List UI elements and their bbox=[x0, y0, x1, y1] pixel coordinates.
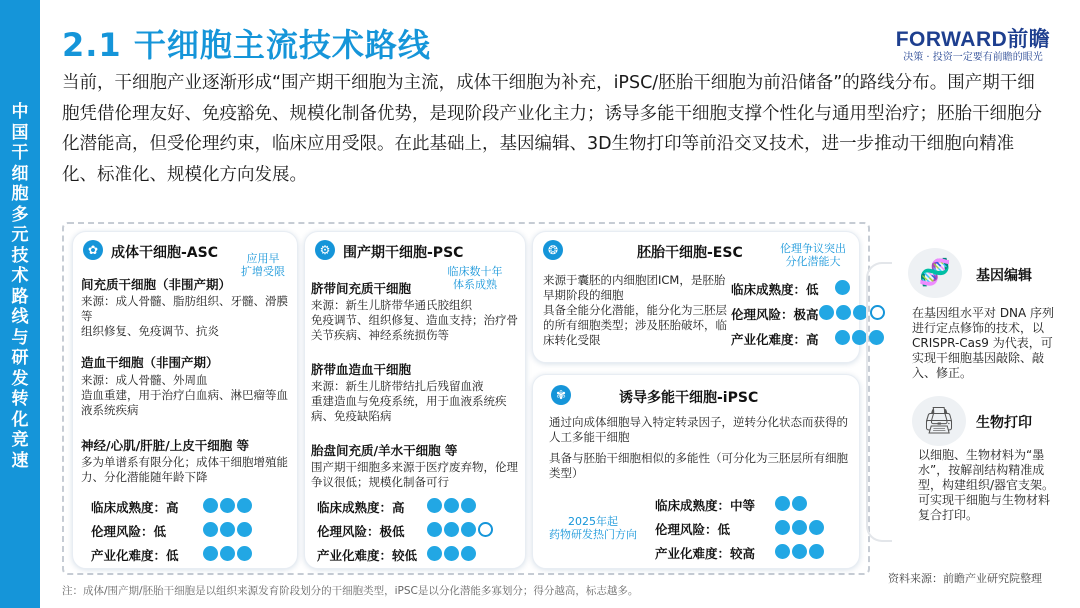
sidebar-char: 多 bbox=[11, 204, 29, 225]
asc-s2-heading: 造血干细胞（非围产期） bbox=[81, 355, 219, 370]
intro-paragraph: 当前，干细胞产业逐渐形成“围产期干细胞为主流，成体干细胞为补充，iPSC/胚胎干细胞为前沿储备”的路线分布。围产期干细胞凭借伦理友好、免疫豁免、规模化制备优势，是现阶段产业化主力；诱导多能干细胞支撑个性化与通用型治疗；胚胎干细胞分化潜能高，但受伦理约束，临床应用受限。在此基础上，基因编辑、3D生物打印等前沿交叉技术，进一步推动干细胞向精准化、标准化、规模化方向发展。 bbox=[62, 73, 1042, 185]
rating-dot bbox=[427, 546, 442, 561]
right-brace bbox=[866, 262, 892, 542]
ipsc-text-2: 具备与胚胎干细胞相似的多能性（可分化为三胚层所有细胞类型） bbox=[549, 451, 848, 480]
ipsc-card bbox=[532, 374, 860, 569]
rating-dot bbox=[478, 522, 493, 537]
asc-title: 成体干细胞-ASC bbox=[111, 245, 219, 261]
psc-tag: 临床数十年 体系成熟 bbox=[447, 265, 503, 291]
esc-text: 来源于囊胚的内细胞团ICM，是胚胎早期阶段的细胞 具备全能分化潜能，能分化为三胚层的所有细胞类型；涉及胚胎破坏，临床转化受限 bbox=[543, 273, 727, 347]
asc-icon: ✿ bbox=[83, 240, 103, 260]
asc-card bbox=[72, 231, 298, 569]
rating-dot bbox=[220, 522, 235, 537]
rating-dot bbox=[835, 280, 850, 295]
rating-dot bbox=[203, 498, 218, 513]
rating-dot bbox=[461, 522, 476, 537]
rating-dot bbox=[444, 498, 459, 513]
bioprinting-text: 以细胞、生物材料为“墨水”，按解剖结构精准成型，构建组织/器官支架。可实现干细胞与生物材料复合打印。 bbox=[918, 448, 1055, 522]
page-title: 2.1 干细胞主流技术路线 bbox=[62, 26, 431, 64]
psc-rating-2-label: 伦理风险：极低 bbox=[317, 524, 405, 539]
rating-dot bbox=[237, 522, 252, 537]
sidebar-char: 转 bbox=[11, 389, 29, 409]
ipsc-rating-1-label: 临床成熟度：中等 bbox=[655, 498, 756, 513]
asc-rating-1-dots bbox=[203, 498, 254, 513]
sidebar-title bbox=[0, 102, 40, 471]
rating-dot bbox=[203, 546, 218, 561]
ipsc-title: 诱导多能干细胞-iPSC bbox=[619, 390, 759, 406]
sidebar-char: 技 bbox=[11, 245, 29, 266]
ipsc-icon: ✾ bbox=[551, 385, 571, 405]
sidebar-char: 线 bbox=[11, 307, 29, 327]
asc-rating-1-label: 临床成熟度：高 bbox=[91, 500, 179, 515]
rating-dot bbox=[775, 520, 790, 535]
asc-s1-text: 来源：成人骨髓、脂肪组织、牙髓、滑膜等 组织修复、免疫调节、抗炎 bbox=[81, 294, 288, 338]
rating-dot bbox=[427, 498, 442, 513]
rating-dot bbox=[461, 498, 476, 513]
esc-rating-2-label: 伦理风险：极高 bbox=[731, 307, 819, 322]
psc-s3-text: 围产期干细胞多来源于医疗废弃物，伦理争议很低；规模化制备可行 bbox=[311, 460, 518, 489]
logo bbox=[884, 29, 1062, 64]
rating-dot bbox=[444, 522, 459, 537]
esc-card bbox=[532, 231, 860, 363]
ipsc-rating-1-dots bbox=[775, 496, 809, 511]
rating-dot bbox=[461, 546, 476, 561]
sidebar-char: 干 bbox=[11, 143, 29, 163]
rating-dot bbox=[792, 520, 807, 535]
rating-dot bbox=[237, 546, 252, 561]
asc-s3-heading: 神经/心肌/肝脏/上皮干细胞 等 bbox=[81, 438, 250, 453]
psc-s2-heading: 脐带血造血干细胞 bbox=[311, 362, 412, 377]
sidebar-char: 速 bbox=[11, 450, 29, 471]
rating-dot bbox=[775, 544, 790, 559]
esc-tag: 伦理争议突出 分化潜能大 bbox=[780, 242, 846, 268]
rating-dot bbox=[203, 522, 218, 537]
psc-card bbox=[304, 231, 526, 569]
ipsc-tag: 2025年起 药物研发热门方向 bbox=[549, 515, 637, 541]
esc-rating-3-label: 产业化难度：高 bbox=[731, 332, 819, 347]
sidebar-char: 胞 bbox=[11, 184, 29, 204]
rating-dot bbox=[819, 305, 834, 320]
esc-title: 胚胎干细胞-ESC bbox=[637, 245, 743, 261]
sidebar-char: 国 bbox=[11, 122, 29, 143]
esc-rating-1-label: 临床成熟度：低 bbox=[731, 282, 819, 297]
asc-rating-2-dots bbox=[203, 522, 254, 537]
psc-s3-heading: 胎盘间充质/羊水干细胞 等 bbox=[311, 443, 458, 458]
rating-dot bbox=[220, 546, 235, 561]
psc-s2-text: 来源：新生儿脐带结扎后残留血液 重建造血与免疫系统，用于血液系统疾病、免疫缺陷病 bbox=[311, 379, 507, 423]
source-note: 资料来源：前瞻产业研究院整理 bbox=[888, 572, 1042, 585]
bioprinting-title: 生物打印 bbox=[976, 415, 1032, 431]
rating-dot bbox=[220, 498, 235, 513]
ipsc-rating-3-dots bbox=[775, 544, 826, 559]
ipsc-rating-3-label: 产业化难度：较高 bbox=[655, 546, 756, 561]
asc-s1-heading: 间充质干细胞（非围产期） bbox=[81, 277, 232, 292]
sidebar-char: 细 bbox=[11, 163, 29, 184]
rating-dot bbox=[237, 498, 252, 513]
psc-rating-1-label: 临床成熟度：高 bbox=[317, 500, 405, 515]
esc-rating-1-dots bbox=[835, 280, 852, 295]
asc-rating-3-label: 产业化难度：低 bbox=[91, 548, 179, 563]
asc-rating-2-label: 伦理风险：低 bbox=[91, 524, 167, 539]
gene-editing-title: 基因编辑 bbox=[976, 268, 1032, 284]
sidebar bbox=[0, 0, 40, 608]
psc-icon: ⚙ bbox=[315, 240, 335, 260]
rating-dot bbox=[792, 544, 807, 559]
rating-dot bbox=[835, 330, 850, 345]
rating-dot bbox=[775, 496, 790, 511]
dna-icon: 🧬 bbox=[908, 248, 962, 298]
asc-s2-text: 来源：成人骨髓、外周血 造血重建，用于治疗白血病、淋巴瘤等血液系统疾病 bbox=[81, 373, 288, 417]
rating-dot bbox=[809, 544, 824, 559]
ipsc-rating-2-dots bbox=[775, 520, 826, 535]
psc-s1-heading: 脐带间充质干细胞 bbox=[311, 281, 412, 296]
sidebar-char: 术 bbox=[11, 266, 29, 286]
ipsc-rating-2-label: 伦理风险：低 bbox=[655, 522, 731, 537]
psc-s1-text: 来源：新生儿脐带华通氏胶组织 免疫调节、组织修复、造血支持；治疗骨关节疾病、神经系统损伤等 bbox=[311, 298, 518, 342]
rating-dot bbox=[809, 520, 824, 535]
logo-main: FORWARD前瞻 bbox=[895, 28, 1051, 51]
sidebar-char: 竞 bbox=[11, 430, 29, 450]
rating-dot bbox=[852, 330, 867, 345]
rating-dot bbox=[444, 546, 459, 561]
rating-dot bbox=[427, 522, 442, 537]
asc-tag: 应用早 扩增受限 bbox=[241, 252, 285, 278]
sidebar-char: 中 bbox=[11, 102, 29, 122]
psc-rating-3-dots bbox=[427, 546, 478, 561]
psc-rating-3-label: 产业化难度：较低 bbox=[317, 548, 418, 563]
sidebar-char: 与 bbox=[11, 327, 29, 348]
sidebar-char: 元 bbox=[11, 225, 29, 245]
ipsc-text-1: 通过向成体细胞导入特定转录因子，逆转分化状态而获得的人工多能干细胞 bbox=[549, 415, 848, 444]
footnote: 注：成体/围产期/胚胎干细胞是以组织来源发育阶段划分的干细胞类型，iPSC是以分化潜能多寡划分；得分越高，标志越多。 bbox=[62, 585, 639, 597]
psc-rating-2-dots bbox=[427, 522, 495, 537]
rating-dot bbox=[792, 496, 807, 511]
rating-dot bbox=[836, 305, 851, 320]
sidebar-char: 研 bbox=[11, 348, 29, 368]
asc-rating-3-dots bbox=[203, 546, 254, 561]
esc-icon: ❂ bbox=[543, 240, 563, 260]
sidebar-char: 化 bbox=[11, 409, 29, 430]
psc-rating-1-dots bbox=[427, 498, 478, 513]
printer-icon: 🖨 bbox=[912, 396, 966, 446]
sidebar-char: 发 bbox=[11, 368, 29, 389]
gene-editing-text: 在基因组水平对 DNA 序列进行定点修饰的技术，以 CRISPR-Cas9 为代表，可实现干细胞基因敲除、敲入、修正。 bbox=[912, 306, 1055, 380]
logo-slogan: 决策 · 投资一定要有前瞻的眼光 bbox=[903, 52, 1043, 63]
psc-title: 围产期干细胞-PSC bbox=[343, 245, 464, 261]
sidebar-char: 路 bbox=[11, 286, 29, 307]
asc-s3-text: 多为单谱系有限分化；成体干细胞增殖能力、分化潜能随年龄下降 bbox=[81, 455, 288, 484]
